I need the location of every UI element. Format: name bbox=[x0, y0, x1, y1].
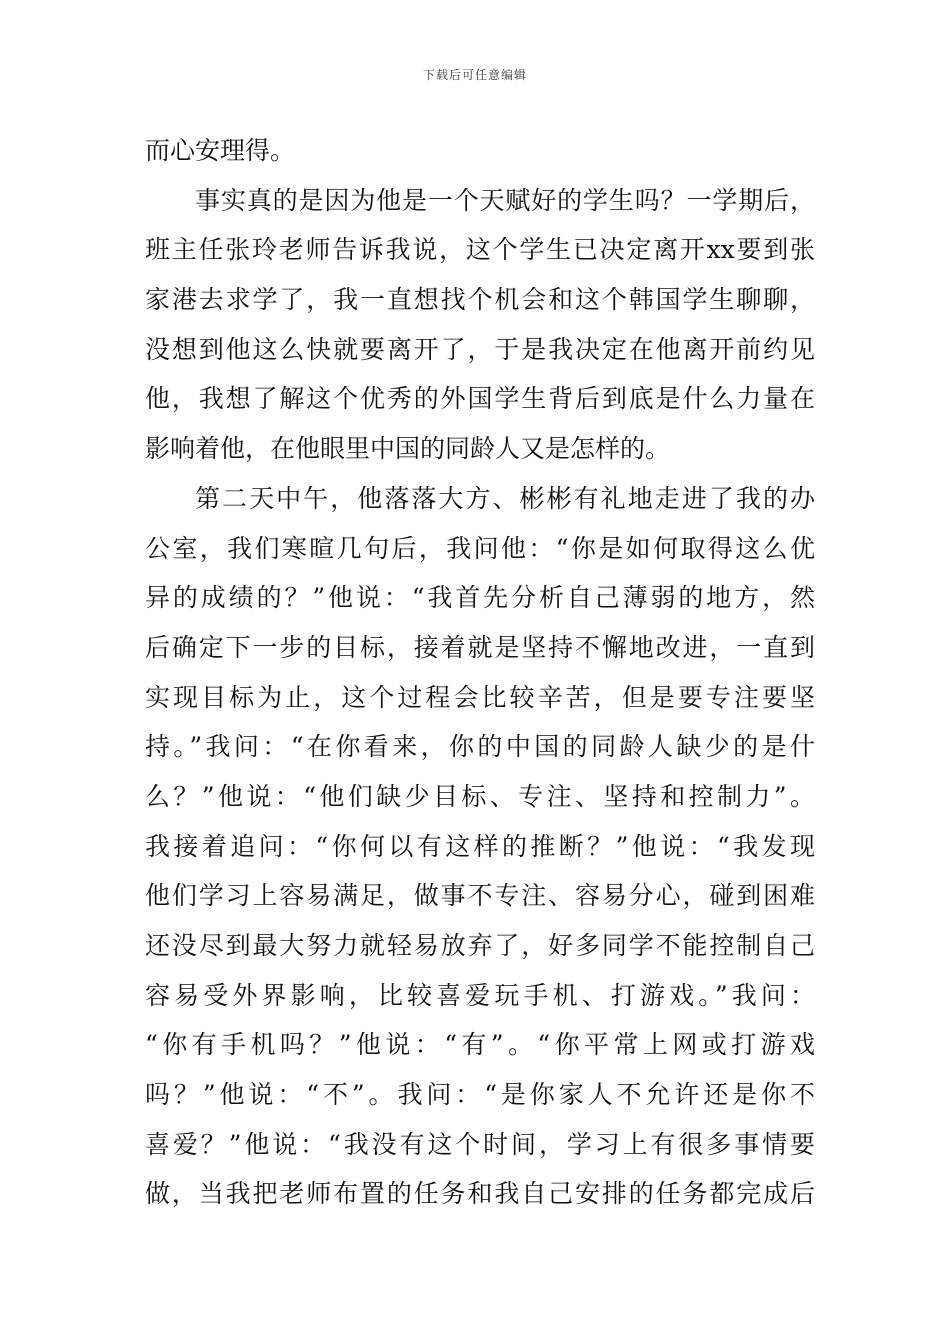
text-line: “你有手机吗？”他说：“有”。“你平常上网或打游戏 bbox=[145, 1030, 815, 1060]
text-line: 么？”他说：“他们缺少目标、专注、坚持和控制力”。 bbox=[145, 781, 815, 811]
text-line: 喜爱？”他说：“我没有这个时间，学习上有很多事情要 bbox=[145, 1129, 815, 1159]
text-line: 异的成绩的？”他说：“我首先分析自己薄弱的地方，然 bbox=[145, 583, 815, 613]
text-line: 公室，我们寒暄几句后，我问他：“你是如何取得这么优 bbox=[145, 533, 815, 563]
text-line: 实现目标为止，这个过程会比较辛苦，但是要专注要坚 bbox=[145, 682, 815, 712]
text-line: 后确定下一步的目标，接着就是坚持不懈地改进，一直到 bbox=[145, 632, 815, 662]
page-header: 下载后可任意编辑 bbox=[422, 68, 527, 82]
text-line: 事实真的是因为他是一个天赋好的学生吗？一学期后， bbox=[195, 185, 815, 215]
text-line: 而心安理得。 bbox=[145, 136, 296, 165]
text-line: 容易受外界影响，比较喜爱玩手机、打游戏。”我问： bbox=[145, 980, 815, 1010]
text-line: 班主任张玲老师告诉我说，这个学生已决定离开xx要到张 bbox=[145, 235, 815, 265]
text-line: 没想到他这么快就要离开了，于是我决定在他离开前约见 bbox=[145, 334, 815, 364]
text-line: 吗？”他说：“不”。我问：“是你家人不允许还是你不 bbox=[145, 1080, 815, 1110]
text-line: 他们学习上容易满足，做事不专注、容易分心，碰到困难 bbox=[145, 881, 815, 911]
text-line: 影响着他，在他眼里中国的同龄人又是怎样的。 bbox=[145, 434, 671, 464]
text-line: 第二天中午，他落落大方、彬彬有礼地走进了我的办 bbox=[195, 483, 815, 513]
text-line: 做，当我把老师布置的任务和我自己安排的任务都完成后 bbox=[145, 1179, 815, 1209]
text-line: 还没尽到最大努力就轻易放弃了，好多同学不能控制自己 bbox=[145, 931, 815, 960]
text-line: 家港去求学了，我一直想找个机会和这个韩国学生聊聊， bbox=[145, 285, 815, 315]
text-line: 持。”我问：“在你看来，你的中国的同龄人缺少的是什 bbox=[145, 732, 815, 762]
document-body bbox=[145, 126, 815, 1219]
text-line: 他，我想了解这个优秀的外国学生背后到底是什么力量在 bbox=[145, 384, 815, 414]
text-line: 我接着追问：“你何以有这样的推断？”他说：“我发现 bbox=[145, 831, 815, 861]
